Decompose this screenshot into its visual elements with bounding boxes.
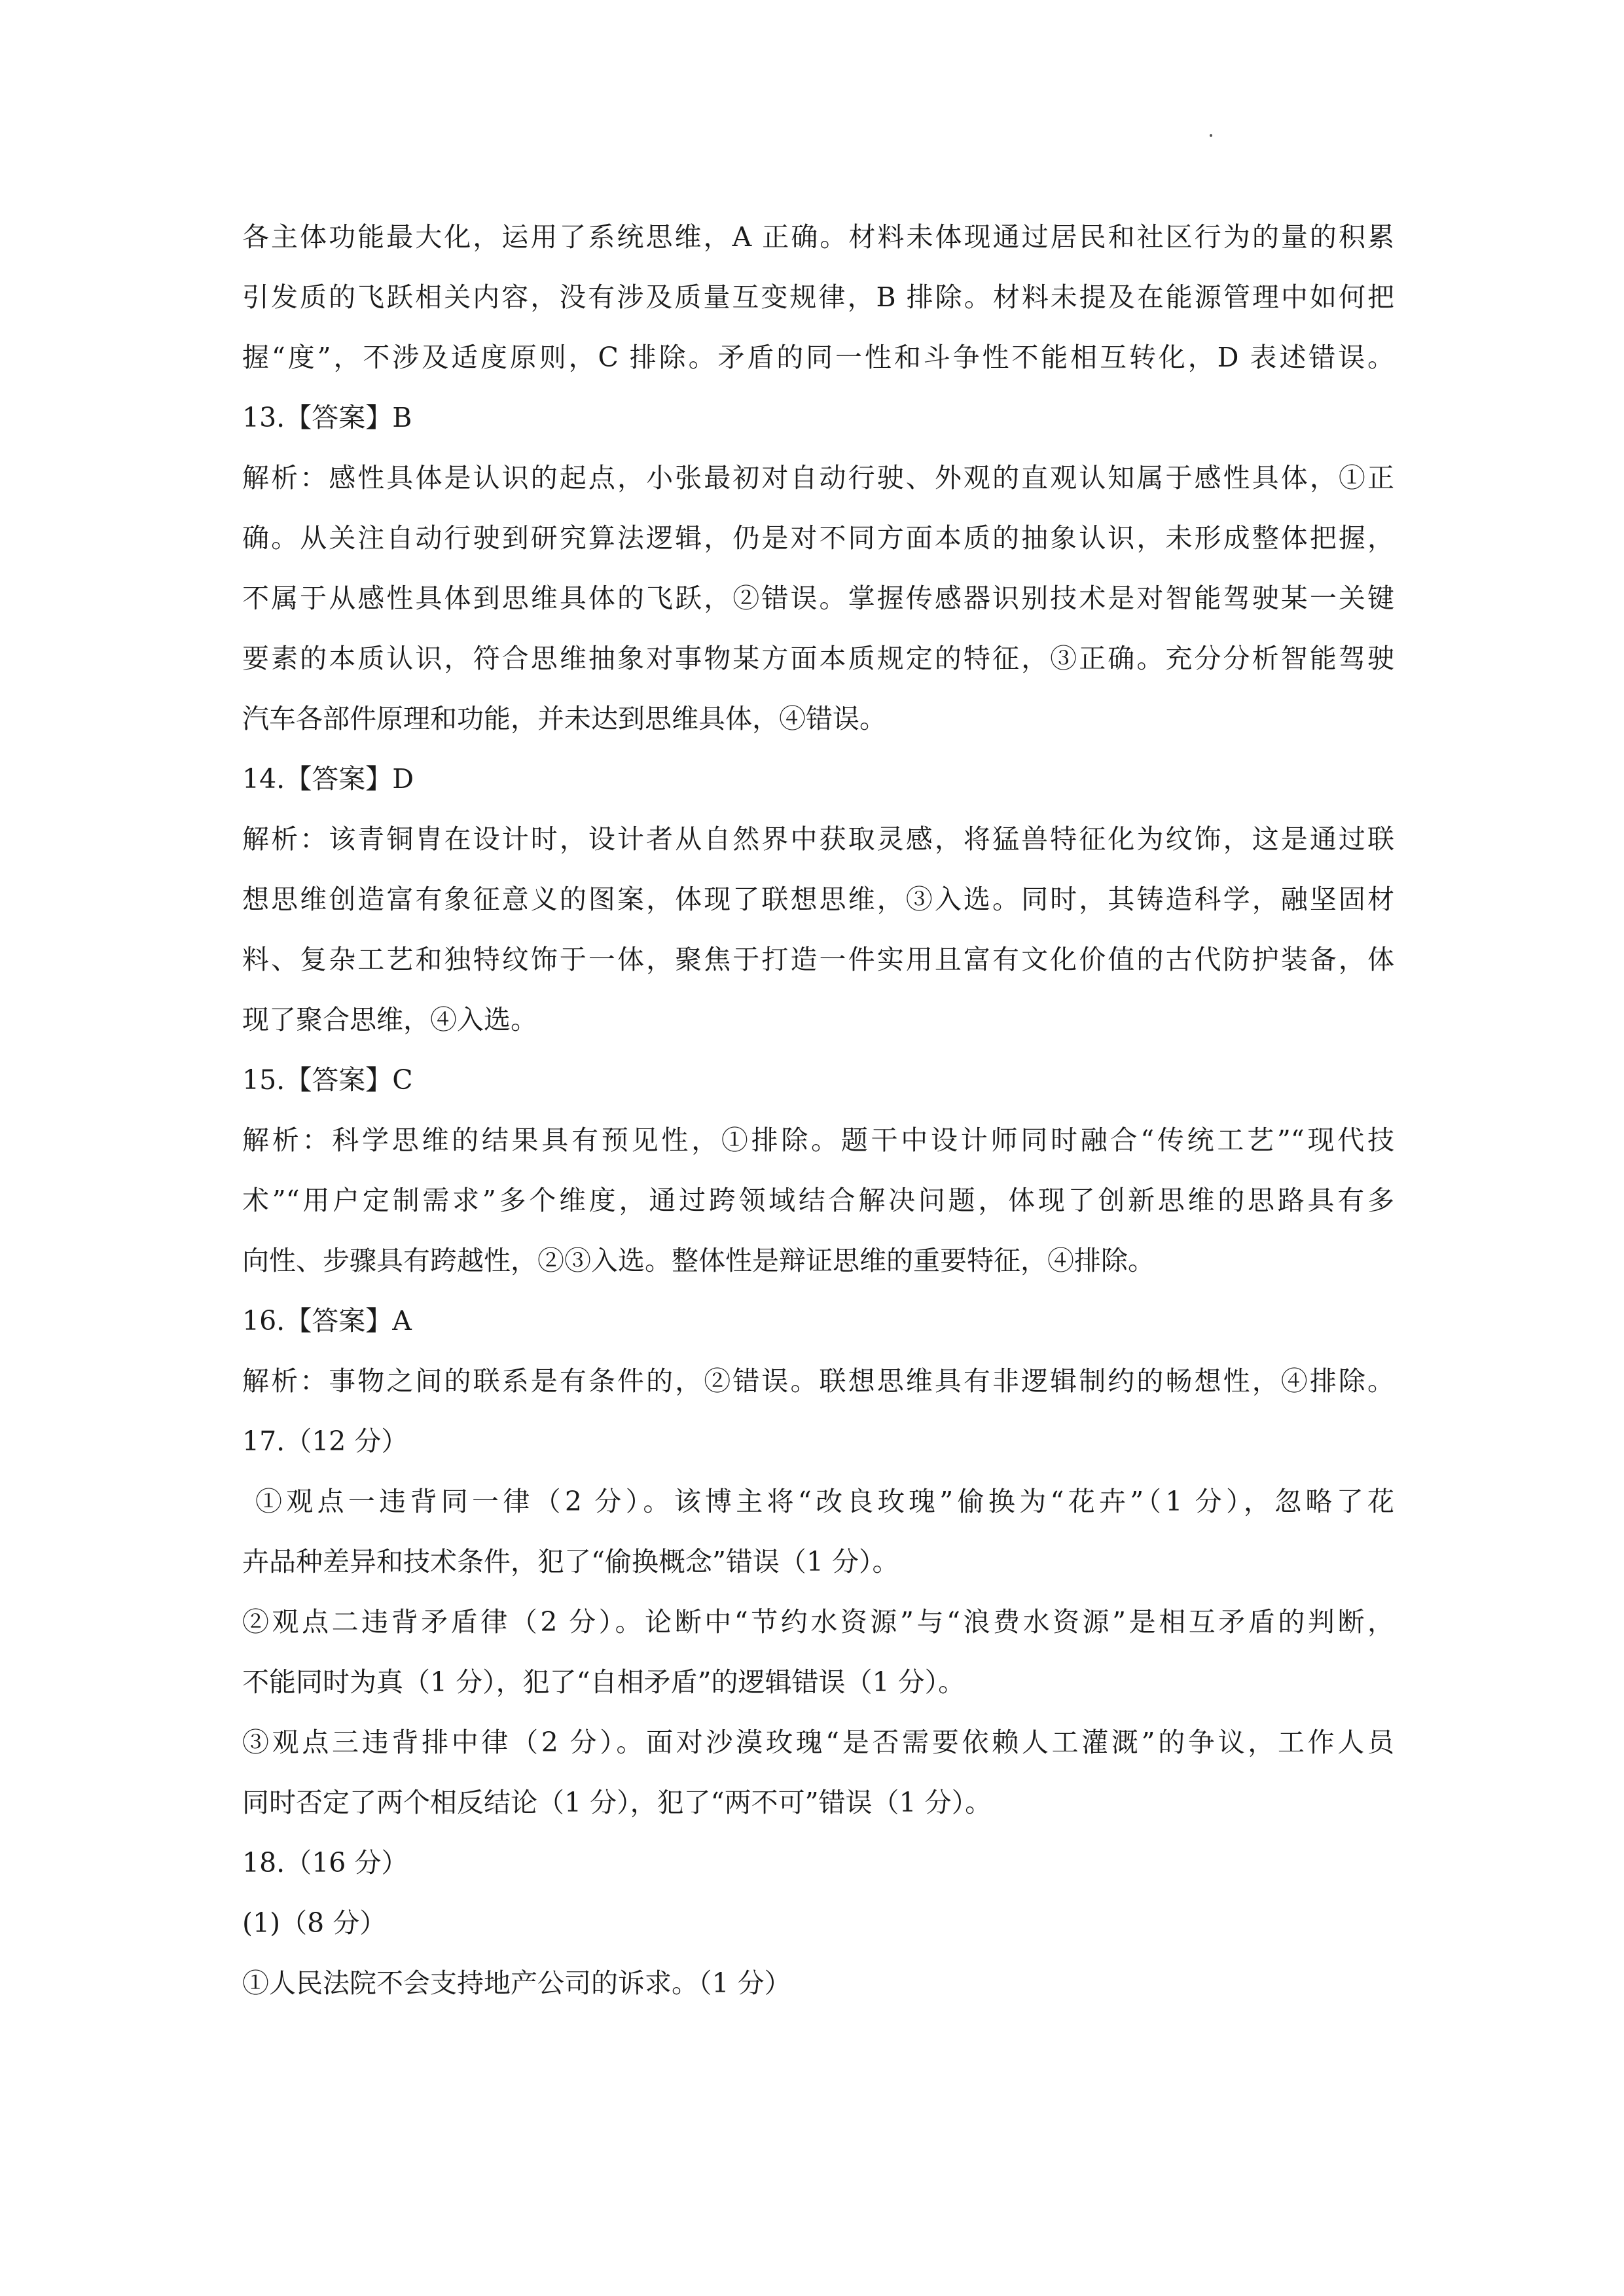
text-line: 解析：科学思维的结果具有预见性，①排除。题干中设计师同时融合“传统工艺”“现代技: [242, 1124, 1394, 1156]
text-line: 引发质的飞跃相关内容，没有涉及质量互变规律，B 排除。材料未提及在能源管理中如何把: [242, 281, 1394, 313]
text-line: 确。从关注自动行驶到研究算法逻辑，仍是对不同方面本质的抽象认识，未形成整体把握，: [242, 522, 1394, 554]
text-line: 解析：事物之间的联系是有条件的，②错误。联想思维具有非逻辑制约的畅想性，④排除。: [242, 1365, 1394, 1397]
answer-heading-13: 13.【答案】B: [242, 402, 412, 433]
text-line: 卉品种差异和技术条件，犯了“偷换概念”错误（1 分）。: [242, 1546, 899, 1577]
text-line: 不能同时为真（1 分），犯了“自相矛盾”的逻辑错误（1 分）。: [242, 1666, 965, 1698]
text-line: 同时否定了两个相反结论（1 分），犯了“两不可”错误（1 分）。: [242, 1787, 992, 1818]
text-line: 术”“用户定制需求”多个维度，通过跨领域结合解决问题，体现了创新思维的思路具有多: [242, 1185, 1394, 1216]
text-line: 想思维创造富有象征意义的图案，体现了联想思维，③入选。同时，其铸造科学，融坚固材: [242, 884, 1394, 915]
answer-heading-15: 15.【答案】C: [242, 1064, 413, 1096]
answer-heading-16: 16.【答案】A: [242, 1305, 412, 1336]
text-line: ①人民法院不会支持地产公司的诉求。（1 分）: [242, 1967, 791, 1999]
question-heading-17: 17.（12 分）: [242, 1426, 408, 1457]
text-line: 解析：该青铜胄在设计时，设计者从自然界中获取灵感，将猛兽特征化为纹饰，这是通过联: [242, 823, 1394, 855]
sub-question-heading: (1)（8 分）: [242, 1907, 387, 1939]
answer-heading-14: 14.【答案】D: [242, 763, 414, 795]
text-line: 解析：感性具体是认识的起点，小张最初对自动行驶、外观的直观认知属于感性具体，①正: [242, 462, 1394, 493]
text-line: 料、复杂工艺和独特纹饰于一体，聚焦于打造一件实用且富有文化价值的古代防护装备，体: [242, 944, 1394, 975]
question-heading-18: 18.（16 分）: [242, 1847, 408, 1878]
text-line: 握“度”，不涉及适度原则，C 排除。矛盾的同一性和斗争性不能相互转化，D 表述错误。: [242, 342, 1394, 373]
text-line: 现了聚合思维，④入选。: [242, 1004, 537, 1035]
text-line: 不属于从感性具体到思维具体的飞跃，②错误。掌握传感器识别技术是对智能驾驶某一关键: [242, 583, 1394, 614]
text-line: ②观点二违背矛盾律（2 分）。论断中“节约水资源”与“浪费水资源”是相互矛盾的判断，: [242, 1606, 1394, 1638]
text-line: 各主体功能最大化，运用了系统思维，A 正确。材料未体现通过居民和社区行为的量的积累: [242, 221, 1394, 253]
text-line: 向性、步骤具有跨越性，②③入选。整体性是辩证思维的重要特征，④排除。: [242, 1245, 1155, 1276]
text-line: ①观点一违背同一律（2 分）。该博主将“改良玫瑰”偷换为“花卉”（1 分），忽略了花: [255, 1486, 1394, 1517]
scan-dot: [1210, 134, 1212, 137]
text-line: 要素的本质认识，符合思维抽象对事物某方面本质规定的特征，③正确。充分分析智能驾驶: [242, 643, 1394, 674]
text-line: ③观点三违背排中律（2 分）。面对沙漠玫瑰“是否需要依赖人工灌溉”的争议，工作人员: [242, 1727, 1394, 1758]
text-line: 汽车各部件原理和功能，并未达到思维具体，④错误。: [242, 703, 886, 734]
answer-analysis-text: [242, 207, 1394, 2013]
